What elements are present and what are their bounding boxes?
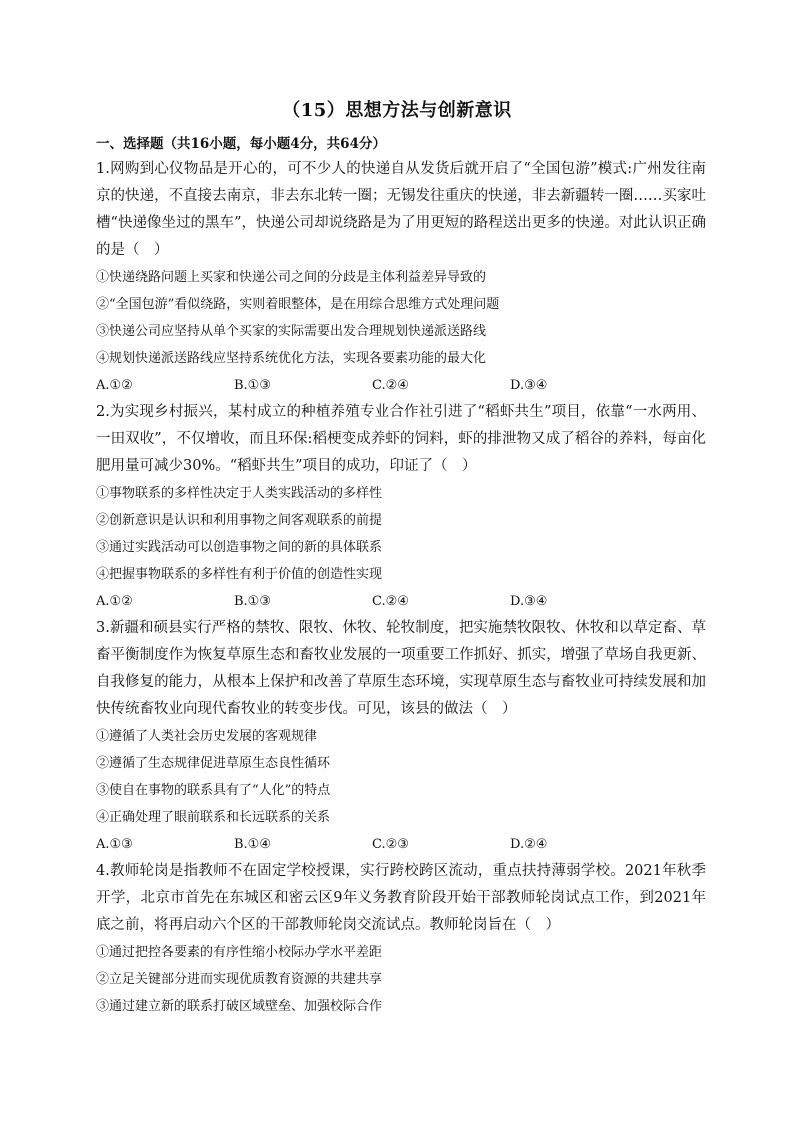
- choice-d: D.③④: [510, 594, 548, 609]
- question-option: ②“全国包游”看似绕路，实则着眼整体，是在用综合思维方式处理问题: [96, 297, 500, 312]
- choice-c: C.②③: [372, 837, 409, 852]
- question-stem: 1.网购到心仪物品是开心的，可不少人的快递自从发货后就开启了“全国包游”模式:广州发往南京的快递，不直接去南京，非去东北转一圈；无锡发往重庆的快递，非去新疆转一圈……买家吐槽“快递像坐过的黑车”，快递公司却说绕路是为了用更短的路程送出更多的快递。对此认识正确的是（ ）: [96, 161, 706, 258]
- choice-b: B.①③: [234, 594, 271, 609]
- question-option: ①事物联系的多样性决定于人类实践活动的多样性: [96, 486, 383, 501]
- question-option: ②创新意识是认识和利用事物之间客观联系的前提: [96, 513, 383, 528]
- question-2: [96, 399, 706, 615]
- question-stem: 2.为实现乡村振兴，某村成立的种植养殖专业合作社引进了“稻虾共生”项目，依靠“一水两用、一田双收”，不仅增收，而且环保:稻梗变成养虾的饲料，虾的排泄物又成了稻谷的养料，每亩化肥用量可减少30%。“稻虾共生”项目的成功，印证了（ ）: [96, 404, 706, 474]
- question-option: ④规划快递派送路线应坚持系统优化方法，实现各要素功能的最大化: [96, 351, 487, 366]
- question-option: ②遵循了生态规律促进草原生态良性循环: [96, 756, 331, 771]
- choice-c: C.②④: [372, 594, 409, 609]
- question-option: ②立足关键部分进而实现优质教育资源的共建共享: [96, 972, 383, 987]
- question-option: ③使自在事物的联系具有了“人化”的特点: [96, 783, 331, 798]
- question-option: ①通过把控各要素的有序性缩小校际办学水平差距: [96, 945, 383, 960]
- choice-a: A.①②: [96, 378, 133, 393]
- question-stem: 4.教师轮岗是指教师不在固定学校授课，实行跨校跨区流动，重点扶持薄弱学校。2021年秋季开学，北京市首先在东城区和密云区9年义务教育阶段开始干部教师轮岗试点工作，到2021年底之前，将再启动六个区的干部教师轮岗交流试点。教师轮岗旨在（ ）: [96, 863, 706, 933]
- question-stem: 3.新疆和硕县实行严格的禁牧、限牧、休牧、轮牧制度，把实施禁牧限牧、休牧和以草定畜、草畜平衡制度作为恢复草原生态和畜牧业发展的一项重要工作抓好、抓实，增强了草场自我更新、自我修复的能力，从根本上保护和改善了草原生态环境，实现草原生态与畜牧业可持续发展和加快传统畜牧业向现代畜牧业的转变步伐。可见，该县的做法（ ）: [96, 620, 706, 717]
- choice-c: C.②④: [372, 378, 409, 393]
- choice-d: D.③④: [510, 378, 548, 393]
- questions-list: [96, 156, 706, 1020]
- question-option: ④把握事物联系的多样性有利于价值的创造性实现: [96, 567, 383, 582]
- question-option: ③通过实践活动可以创造事物之间的新的具体联系: [96, 540, 383, 555]
- answer-choices: [96, 372, 706, 399]
- section-heading: 一、选择题（共16小题，每小题4分，共64分）: [96, 136, 386, 152]
- answer-choices: [96, 831, 706, 858]
- choice-d: D.②④: [510, 837, 548, 852]
- question-option: ①遵循了人类社会历史发展的客观规律: [96, 729, 318, 744]
- question-option: ①快递绕路问题上买家和快递公司之间的分歧是主体利益差异导致的: [96, 270, 487, 285]
- question-option: ④正确处理了眼前联系和长远联系的关系: [96, 810, 331, 825]
- question-1: [96, 156, 706, 399]
- page-title: （15）思想方法与创新意识: [282, 100, 512, 121]
- choice-b: B.①④: [234, 837, 271, 852]
- question-4: [96, 858, 706, 1020]
- answer-choices: [96, 588, 706, 615]
- question-3: [96, 615, 706, 858]
- question-option: ③快递公司应坚持从单个买家的实际需要出发合理规划快递派送路线: [96, 324, 487, 339]
- choice-a: A.①③: [96, 837, 133, 852]
- question-option: ③通过建立新的联系打破区域壁垒、加强校际合作: [96, 999, 383, 1014]
- choice-a: A.①②: [96, 594, 133, 609]
- choice-b: B.①③: [234, 378, 271, 393]
